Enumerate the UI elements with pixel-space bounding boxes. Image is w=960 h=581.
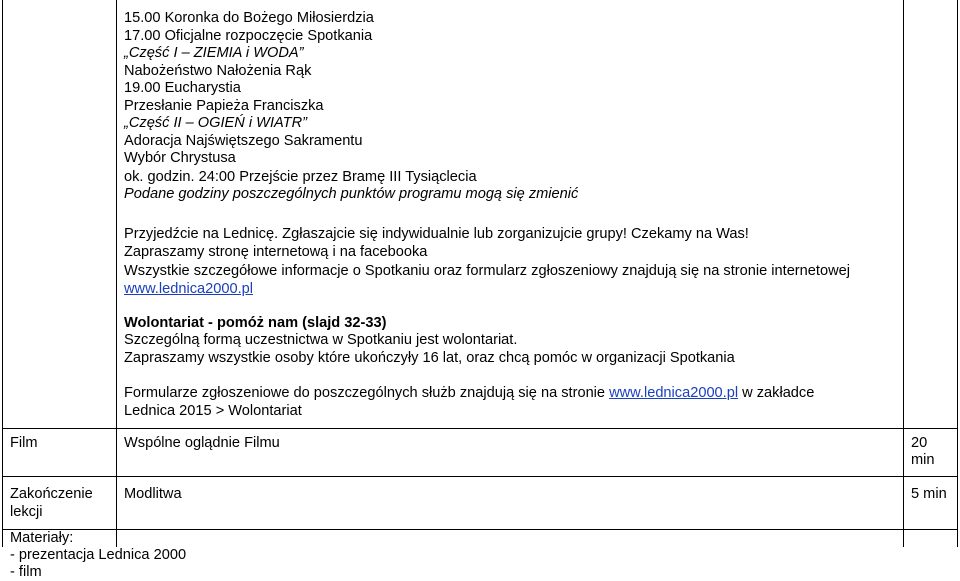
schedule-line: „Część I – ZIEMIA i WODA”	[124, 45, 304, 61]
end-content: Modlitwa	[124, 486, 182, 502]
column-divider-1	[116, 0, 117, 547]
row-divider-1	[2, 428, 958, 429]
schedule-line: Przesłanie Papieża Franciszka	[124, 98, 324, 114]
forms-line-2: Lednica 2015 > Wolontariat	[124, 403, 302, 419]
schedule-line: Nabożeństwo Nałożenia Rąk	[124, 63, 312, 79]
row-divider-2	[2, 476, 958, 477]
forms-suffix: w zakładce	[738, 385, 815, 401]
website-link[interactable]: www.lednica2000.pl	[124, 281, 253, 297]
forms-line-1	[124, 385, 814, 402]
schedule-line: „Część II – OGIEŃ i WIATR”	[124, 115, 307, 131]
schedule-line: 19.00 Eucharystia	[124, 80, 241, 96]
film-label: Film	[10, 435, 38, 451]
schedule-line: 15.00 Koronka do Bożego Miłosierdzia	[124, 10, 374, 26]
materials-title: Materiały:	[10, 530, 74, 546]
schedule-line: ok. godzin. 24:00 Przejście przez Bramę III Tysiąclecia	[124, 169, 477, 185]
end-label-line-1: Zakończenie	[10, 486, 93, 502]
column-divider-2	[903, 0, 904, 547]
forms-link[interactable]: www.lednica2000.pl	[609, 385, 739, 401]
film-time-unit: min	[911, 452, 935, 468]
invite-line-1: Przyjedźcie na Lednicę. Zgłaszajcie się indywidualnie lub zorganizujcie grupy! Czekamy na Was!	[124, 226, 749, 242]
volunteer-line-1: Szczególną formą uczestnictwa w Spotkaniu jest wolontariat.	[124, 332, 518, 348]
volunteer-line-2: Zapraszamy wszystkie osoby które ukończyły 16 lat, oraz chcą pomóc w organizacji Spotkania	[124, 350, 735, 366]
volunteer-heading: Wolontariat - pomóż nam (slajd 32-33)	[124, 315, 387, 331]
schedule-line: 17.00 Oficjalne rozpoczęcie Spotkania	[124, 28, 373, 44]
table-border-left	[2, 0, 3, 547]
table-border-right	[957, 0, 958, 547]
film-content: Wspólne oglądnie Filmu	[124, 435, 280, 451]
materials-item-2: - film	[10, 564, 42, 580]
schedule-line: Podane godziny poszczególnych punktów programu mogą się zmienić	[124, 186, 579, 202]
end-label-line-2: lekcji	[10, 504, 43, 520]
forms-prefix: Formularze zgłoszeniowe do poszczególnych służb znajdują się na stronie	[124, 385, 610, 401]
end-time: 5 min	[911, 486, 947, 502]
materials-item-1: - prezentacja Lednica 2000	[10, 547, 187, 563]
film-time-number: 20	[911, 435, 928, 451]
schedule-line: Wybór Chrystusa	[124, 150, 236, 166]
invite-line-2: Zapraszamy stronę internetową i na facebooka	[124, 244, 428, 260]
invite-line-3: Wszystkie szczegółowe informacje o Spotkaniu oraz formularz zgłoszeniowy znajdują się na stronie internetowej	[124, 263, 850, 279]
row-divider-3	[2, 529, 958, 530]
schedule-line: Adoracja Najświętszego Sakramentu	[124, 133, 363, 149]
